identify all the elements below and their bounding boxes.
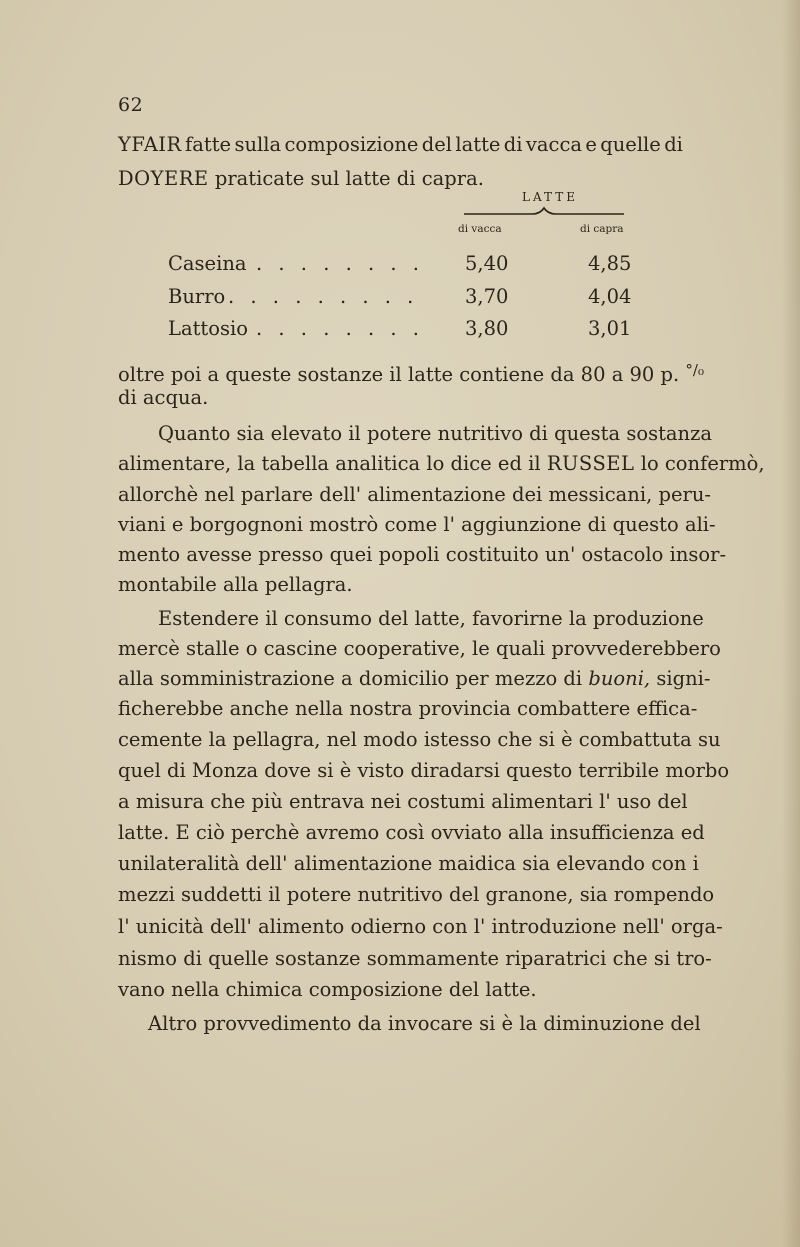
word: di bbox=[664, 133, 683, 156]
text-line-intro-1 bbox=[118, 130, 683, 160]
text: alimentare, la tabella analitica lo dice ed il bbox=[118, 452, 541, 475]
text-line: l' unicità dell' alimento odierno con l' introduzione nell' orga- bbox=[118, 915, 723, 938]
text-line: cemente la pellagra, nel modo istesso che si è combattuta su bbox=[118, 728, 721, 751]
text-line: montabile alla pellagra. bbox=[118, 573, 353, 596]
word: vacca bbox=[525, 133, 582, 156]
text-line: a misura che più entrava nei costumi alimentari l' uso del bbox=[118, 790, 688, 813]
text-line-paragraph-start: Estendere il consumo del latte, favorirne la produzione bbox=[158, 607, 704, 630]
author-name-doyere: DOYERE bbox=[118, 167, 209, 190]
word: di bbox=[396, 167, 416, 190]
text-line-paragraph-start: Altro provvedimento da invocare si è la diminuzione del bbox=[148, 1012, 701, 1035]
text-line-intro-2 bbox=[118, 164, 683, 194]
text-line: mercè stalle o cascine cooperative, le quali provvederebbero bbox=[118, 637, 721, 660]
row-label: Burro bbox=[168, 285, 226, 308]
text-line: vano nella chimica composizione del latte. bbox=[118, 978, 537, 1001]
percent-sign: °/₀ bbox=[685, 361, 704, 379]
text-line bbox=[118, 664, 711, 694]
word: quelle bbox=[600, 133, 661, 156]
text-line: unilateralità dell' alimentazione maidica sia elevando con i bbox=[118, 852, 699, 875]
text: signi- bbox=[656, 667, 711, 690]
word: del bbox=[421, 133, 453, 156]
value-capra: 4,85 bbox=[588, 252, 632, 275]
word: composizione bbox=[284, 133, 419, 156]
page-spine-shadow bbox=[782, 0, 800, 1247]
text-line: mezzi suddetti il potere nutritivo del granone, sia rompendo bbox=[118, 883, 715, 906]
word: capra. bbox=[421, 167, 484, 190]
author-name-russel: RUSSEL bbox=[546, 452, 635, 475]
word: fatte bbox=[185, 133, 232, 156]
leader-dots: . . . . . . . . . bbox=[228, 285, 419, 308]
row-label: Lattosio bbox=[168, 317, 248, 340]
word: latte bbox=[345, 167, 391, 190]
word: praticate bbox=[214, 167, 305, 190]
text-line: latte. E ciò perchè avremo così ovviato alla insufficienza ed bbox=[118, 821, 705, 844]
leader-dots: . . . . . . . . bbox=[256, 317, 424, 340]
text: oltre poi a queste sostanze il latte contiene da 80 a 90 p. bbox=[118, 363, 680, 386]
leader-dots: . . . . . . . . bbox=[256, 252, 424, 275]
column-header-vacca: di vacca bbox=[458, 223, 502, 235]
text-line: nismo di quelle sostanze sommamente riparatrici che si tro- bbox=[118, 947, 712, 970]
page-number: 62 bbox=[118, 94, 144, 116]
text-line: mento avesse presso quei popoli costituito un' ostacolo insor- bbox=[118, 543, 727, 566]
value-vacca: 3,80 bbox=[465, 317, 509, 340]
table-header-brace bbox=[464, 206, 624, 216]
author-name-playfair: YFAIR bbox=[118, 133, 182, 156]
value-capra: 3,01 bbox=[588, 317, 632, 340]
text: alla somministrazione a domicilio per mezzo di bbox=[118, 667, 583, 690]
text: lo confermò, bbox=[640, 452, 765, 475]
text-line: quel di Monza dove si è visto diradarsi questo terribile morbo bbox=[118, 759, 730, 782]
table-header-latte: LATTE bbox=[522, 190, 578, 204]
word: sulla bbox=[234, 133, 282, 156]
value-vacca: 5,40 bbox=[465, 252, 509, 275]
word: di bbox=[503, 133, 523, 156]
word: latte bbox=[455, 133, 501, 156]
text-line: allorchè nel parlare dell' alimentazione dei messicani, peru- bbox=[118, 483, 711, 506]
text-line-paragraph-start: Quanto sia elevato il potere nutritivo di questa sostanza bbox=[158, 422, 713, 445]
text-line: viani e borgognoni mostrò come l' aggiunzione di questo ali- bbox=[118, 513, 716, 536]
value-vacca: 3,70 bbox=[465, 285, 509, 308]
text-line: ficherebbe anche nella nostra provincia combattere effica- bbox=[118, 697, 698, 720]
column-header-capra: di capra bbox=[580, 223, 624, 235]
row-label: Caseina bbox=[168, 252, 247, 275]
italic-word-buoni: buoni, bbox=[588, 667, 651, 690]
value-capra: 4,04 bbox=[588, 285, 632, 308]
word: sul bbox=[310, 167, 340, 190]
text-line: di acqua. bbox=[118, 386, 209, 409]
text-line bbox=[118, 449, 765, 479]
word: e bbox=[585, 133, 597, 156]
